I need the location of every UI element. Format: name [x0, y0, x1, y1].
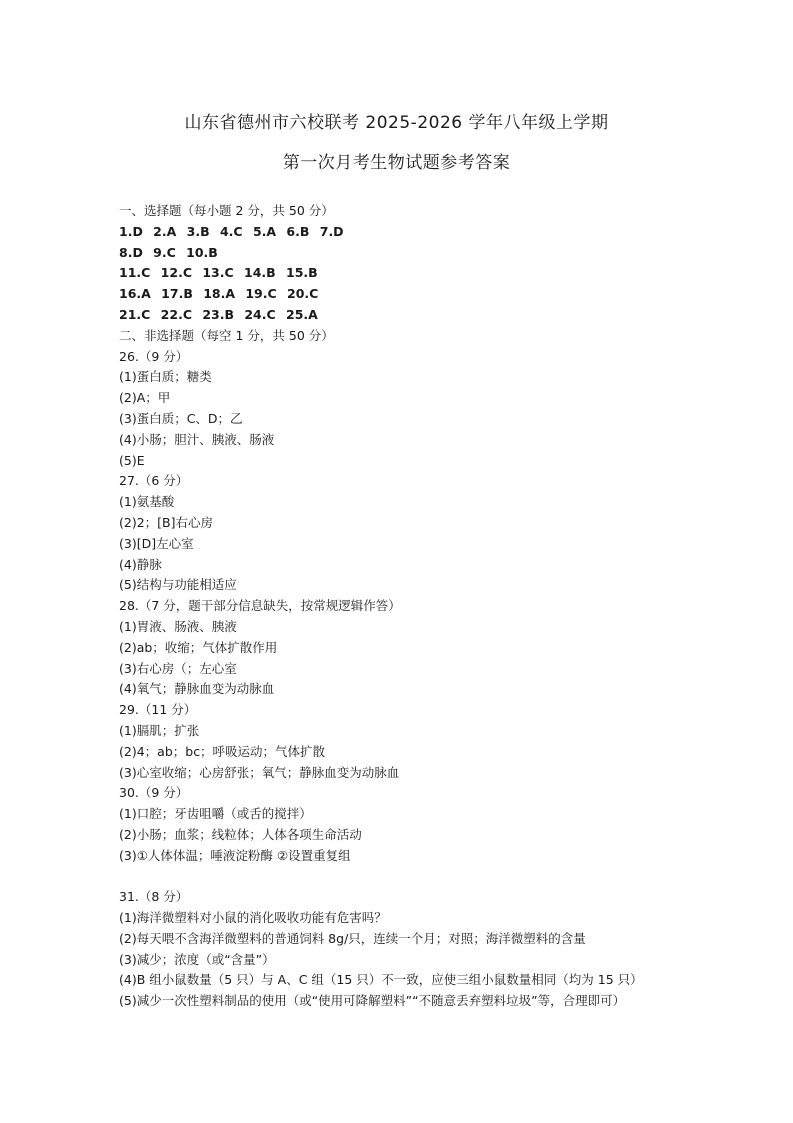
question-label: 26.（9 分） — [119, 348, 189, 364]
answer-line: (2)A；甲 — [119, 390, 171, 406]
section1-heading: 一、选择题（每小题 2 分，共 50 分） — [119, 203, 334, 218]
answer-line: (1)口腔；牙齿咀嚼（或舌的搅拌） — [119, 806, 312, 822]
answer-line: (4)B 组小鼠数量（5 只）与 A、C 组（15 只）不一致，应使三组小鼠数量相同（均为 15 只） — [119, 972, 643, 988]
mcq-answer-block — [119, 222, 679, 326]
answer-line: (2)2；[B]右心房 — [119, 514, 213, 530]
answer-line: (3)蛋白质；C、D；乙 — [119, 410, 243, 426]
answer-line: (3)心室收缩；心房舒张；氧气；静脉血变为动脉血 — [119, 764, 400, 780]
question-27 — [119, 471, 679, 596]
question-28 — [119, 596, 679, 700]
mcq-row: 1.D 2.A 3.B 4.C 5.A 6.B 7.D — [119, 223, 344, 239]
answer-line: (1)氨基酸 — [119, 494, 175, 510]
answer-line: (2)每天喂不含海洋微塑料的普通饲料 8g/只，连续一个月；对照；海洋微塑料的含量 — [119, 930, 586, 946]
answer-content — [119, 201, 679, 1012]
answer-line: (2)ab；收缩；气体扩散作用 — [119, 639, 278, 655]
question-label: 30.（9 分） — [119, 785, 189, 801]
answer-line: (5)结构与功能相适应 — [119, 577, 237, 593]
answer-line: (4)氧气；静脉血变为动脉血 — [119, 681, 275, 697]
answer-line: (3)①人体体温；唾液淀粉酶 ②设置重复组 — [119, 847, 351, 863]
answer-line: (1)胃液、肠液、胰液 — [119, 618, 237, 634]
answer-line: (1)海洋微塑料对小鼠的消化吸收功能有危害吗？ — [119, 910, 387, 926]
answer-line: (1)膈肌；扩张 — [119, 722, 200, 738]
mcq-row: 8.D 9.C 10.B — [119, 244, 218, 260]
question-label: 31.（8 分） — [119, 889, 189, 905]
answer-line: (1)蛋白质；糖类 — [119, 369, 212, 385]
document-subtitle: 第一次月考生物试题参考答案 — [282, 153, 511, 173]
question-31 — [119, 887, 679, 1012]
question-label: 29.（11 分） — [119, 702, 197, 718]
question-26 — [119, 347, 679, 472]
answer-line: (4)小肠；胆汁、胰液、肠液 — [119, 431, 275, 447]
answer-line: (5)E — [119, 452, 145, 468]
answer-line: (3)[D]左心室 — [119, 535, 194, 551]
question-label: 27.（6 分） — [119, 473, 189, 489]
question-29 — [119, 700, 679, 783]
answer-line: (4)静脉 — [119, 556, 162, 572]
section2-heading: 二、非选择题（每空 1 分，共 50 分） — [119, 327, 334, 343]
answer-line: (5)减少一次性塑料制品的使用（或“使用可降解塑料”“不随意丢弃塑料垃圾”等，合理即可） — [119, 993, 626, 1009]
answer-line: (3)右心房（；左心室 — [119, 660, 237, 676]
mcq-row: 21.C 22.C 23.B 24.C 25.A — [119, 306, 318, 322]
question-30 — [119, 783, 679, 866]
mcq-row: 16.A 17.B 18.A 19.C 20.C — [119, 286, 319, 302]
answer-line: (2)小肠；血浆；线粒体；人体各项生命活动 — [119, 826, 362, 842]
answer-line: (2)4；ab；bc；呼吸运动；气体扩散 — [119, 743, 326, 759]
answer-line: (3)减少；浓度（或“含量”） — [119, 951, 275, 967]
question-label: 28.（7 分，题干部分信息缺失，按常规逻辑作答） — [119, 598, 401, 614]
mcq-row: 11.C 12.C 13.C 14.B 15.B — [119, 265, 318, 281]
document-title: 山东省德州市六校联考 2025-2026 学年八年级上学期 — [184, 113, 609, 133]
